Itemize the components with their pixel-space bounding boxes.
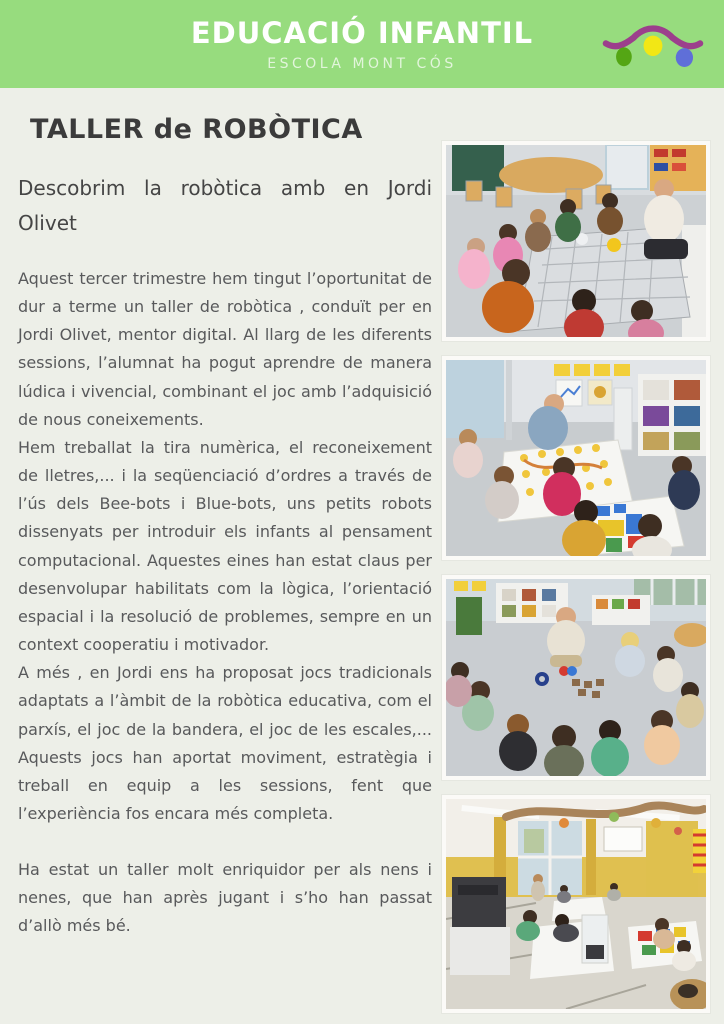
photo-classroom-wide-view xyxy=(442,795,710,1013)
header-subtitle: ESCOLA MONT CÓS xyxy=(267,56,457,72)
paragraph-2: Hem treballat la tira numèrica, el reconeixement de lletres,... i la seqüenciació d’ordres a través de l’ús dels Bee-bots i Blue-bots, uns petits robots dissenyats per introduir els infants al pensament computacional. Aquestes eines han estat claus per desenvolupar habilitats com la lògica, l’orientació espacial i la resolució de problemes, sempre en un context cooperatiu i motivador. xyxy=(18,437,432,655)
paragraph-4: Ha estat un taller molt enriquidor per als nens i nenes, que han après jugant i s’ho han passat d’allò més bé. xyxy=(18,860,432,936)
paragraph-3: A més , en Jordi ens ha proposat jocs tradicionals adaptats a l’àmbit de la robòtica educativa, com el parxís, el joc de la bandera, el joc de les escales,... Aquests jocs han aportat moviment, estratègia i treball en equip a les sessions, fent que l’experiència fos encara més completa. xyxy=(18,663,432,823)
school-logo-icon xyxy=(598,12,708,78)
header-band xyxy=(0,0,724,88)
content-area xyxy=(0,88,724,1013)
photo-column xyxy=(442,141,710,1013)
paragraph-1: Aquest tercer trimestre hem tingut l’oportunitat de dur a terme un taller de robòtica , conduït per en Jordi Olivet, mentor digital. Al llarg de les diferents sessions, l’alumnat ha pogut aprendre de manera lúdica i vivencial, combinant el joc amb l’adquisició de nous coneixements. xyxy=(18,269,432,429)
article-column xyxy=(18,88,432,1013)
photo-children-board-games xyxy=(442,356,710,560)
header-title: EDUCACIÓ INFANTIL xyxy=(190,16,534,50)
article-lead: Descobrim la robòtica amb en Jordi Olivet xyxy=(18,176,432,235)
photo-children-circle-beebot-grid xyxy=(442,141,710,341)
article-title: TALLER de ROBÒTICA xyxy=(30,114,363,145)
photo-children-circle-robots xyxy=(442,575,710,780)
article-body xyxy=(18,265,432,941)
